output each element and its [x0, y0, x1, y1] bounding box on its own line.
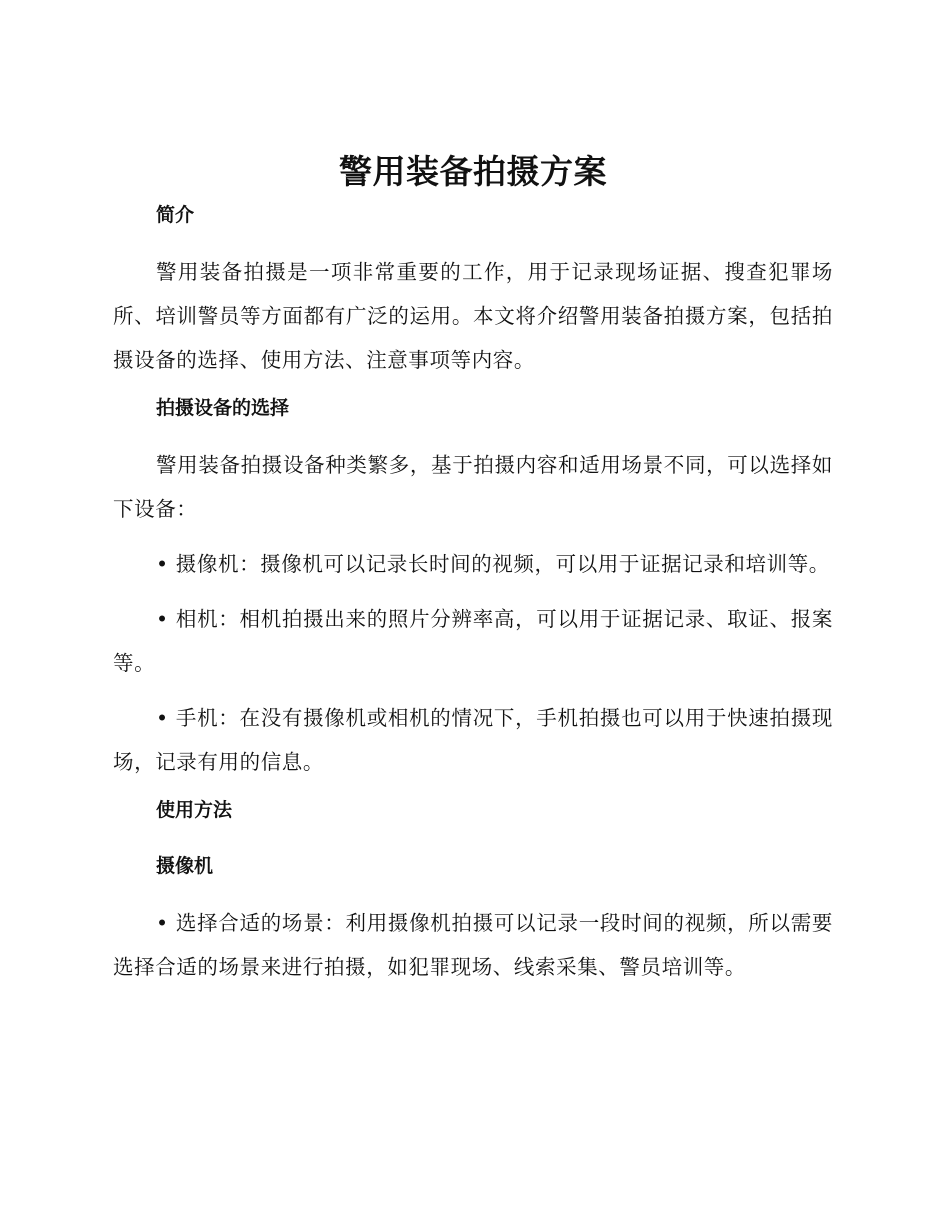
subsection-heading-camcorder: 摄像机	[156, 855, 214, 877]
bullet-phone: • 手机：在没有摄像机或相机的情况下，手机拍摄也可以用于快速拍摄现场，记录有用的信息。	[113, 706, 833, 774]
section-heading-usage: 使用方法	[156, 799, 233, 821]
section-heading-equipment: 拍摄设备的选择	[156, 397, 290, 419]
document-body	[113, 150, 833, 1000]
bullet-camcorder: • 摄像机：摄像机可以记录长时间的视频，可以用于证据记录和培训等。	[156, 552, 830, 576]
document-title: 警用装备拍摄方案	[339, 152, 607, 191]
equipment-paragraph: 警用装备拍摄设备种类繁多，基于拍摄内容和适用场景不同，可以选择如下设备：	[113, 453, 833, 521]
intro-paragraph: 警用装备拍摄是一项非常重要的工作，用于记录现场证据、搜查犯罪场所、培训警员等方面都有广泛的运用。本文将介绍警用装备拍摄方案，包括拍摄设备的选择、使用方法、注意事项等内容。	[113, 260, 833, 372]
section-heading-intro: 简介	[156, 204, 195, 226]
bullet-camera: • 相机：相机拍摄出来的照片分辨率高，可以用于证据记录、取证、报案等。	[113, 607, 833, 675]
bullet-scene: • 选择合适的场景：利用摄像机拍摄可以记录一段时间的视频，所以需要选择合适的场景来进行拍摄，如犯罪现场、线索采集、警员培训等。	[113, 911, 833, 979]
